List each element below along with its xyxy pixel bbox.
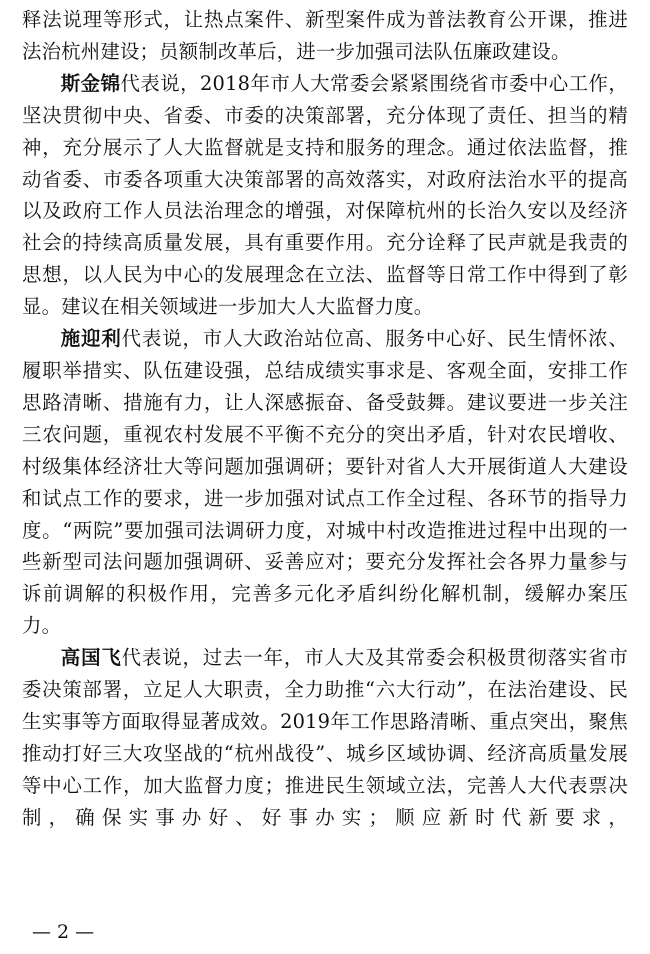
page-number: — 2 — (32, 921, 95, 943)
paragraph-text: 释法说理等形式，让热点案件、新型案件成为普法教育公开课，推进法治杭州建设；员额制改革后，进一步加强司法队伍廉政建设。 (22, 8, 628, 63)
paragraph-text: 代表说，市人大政治站位高、服务中心好、民生情怀浓、履职举措实、队伍建设强，总结成绩实事求是、客观全面，安排工作思路清晰、措施有力，让人深感振奋、备受鼓舞。建议要进一步关注三农问题，重视农村发展不平衡不充分的突出矛盾，针对农民增收、村级集体经济壮大等问题加强调研；要针对省人大开展街道人大建设和试点工作的要求，进一步加强对试点工作全过程、各环节的指导力度。“两院”要加强司法调研力度，对城中村改造推进过程中出现的一些新型司法问题加强调研、妥善应对；要充分发挥社会各界力量参与诉前调解的积极作用，完善多元化矛盾纠纷化解机制，缓解办案压力。 (22, 327, 629, 638)
speaker-name: 斯金锦 (60, 71, 121, 95)
paragraph-speaker-2 (22, 323, 628, 642)
speaker-name: 高国飞 (60, 646, 122, 670)
paragraph-speaker-3 (22, 642, 628, 833)
paragraph-speaker-1 (22, 68, 628, 323)
speaker-name: 施迎利 (60, 327, 122, 351)
document-page (22, 4, 628, 834)
paragraph-text: 代表说，2018年市人大常委会紧紧围绕省市委中心工作，坚决贯彻中央、省委、市委的决策部署，充分体现了责任、担当的精神，充分展示了人大监督就是支持和服务的理念。通过依法监督，推动省委、市委各项重大决策部署的高效落实，对政府法治水平的提高以及政府工作人员法治理念的增强，对保障杭州的长治久安以及经济社会的持续高质量发展，具有重要作用。充分诠释了民声就是我责的思想，以人民为中心的发展理念在立法、监督等日常工作中得到了彰显。建议在相关领域进一步加大人大监督力度。 (22, 71, 629, 319)
paragraph-text: 代表说，过去一年，市人大及其常委会积极贯彻落实省市委决策部署，立足人大职责，全力助推“六大行动”，在法治建设、民生实事等方面取得显著成效。2019年工作思路清晰、重点突出，聚焦推动打好三大攻坚战的“杭州战役”、城乡区域协调、经济高质量发展等中心工作，加大监督力度；推进民生领域立法，完善人大代表票决制，确保实事办好、好事办实；顺应新时代新要求， (22, 646, 629, 829)
paragraph-continuation (22, 4, 628, 68)
